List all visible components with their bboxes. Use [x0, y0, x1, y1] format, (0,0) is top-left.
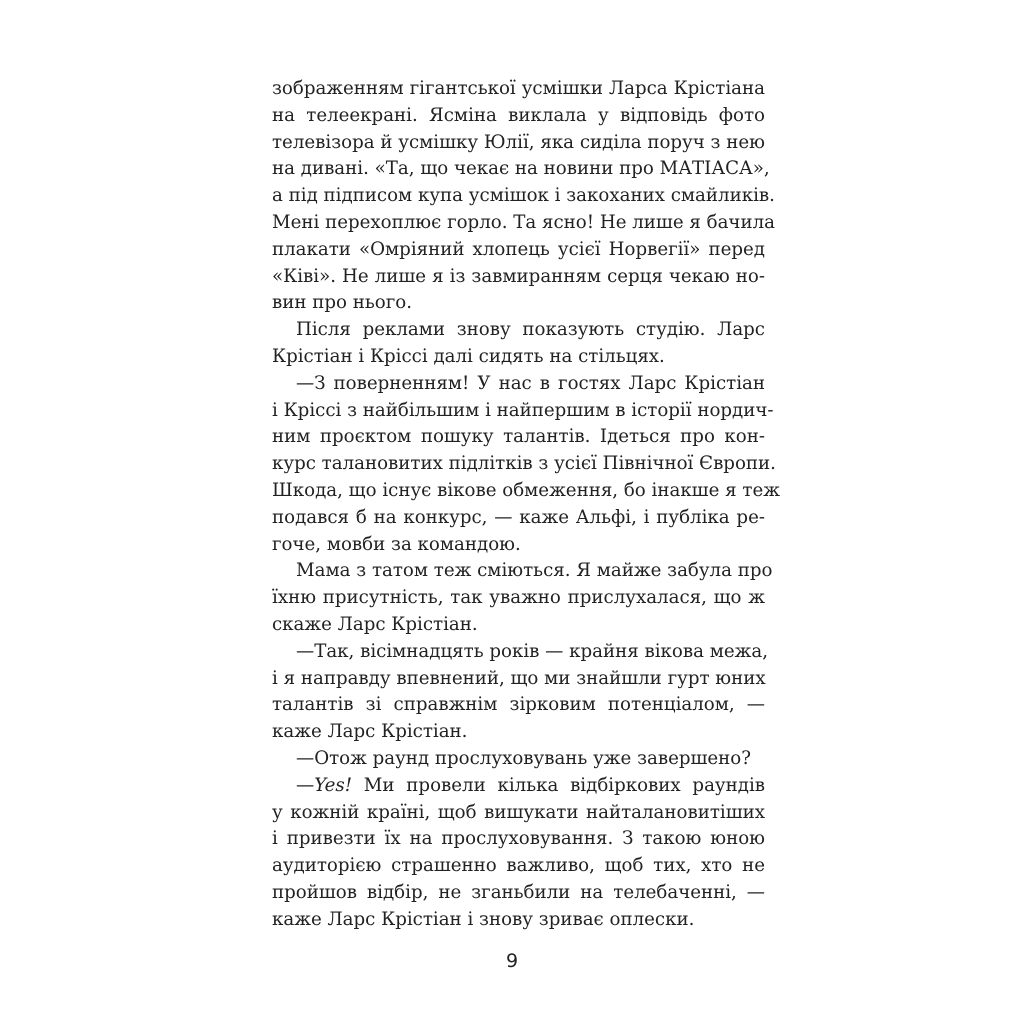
page-number: 9	[505, 950, 519, 972]
line-rest: Ми провели кілька відбіркових раундів	[352, 774, 765, 796]
text-line: талантів зі справжнім зірковим потенціалом, —	[272, 694, 765, 716]
text-line: ним проєктом пошуку талантів. Ідеться про кон-	[272, 426, 765, 448]
text-line: Шкода, що існує вікове обмеження, бо інакше я теж	[272, 479, 780, 501]
paragraph-first-line: Мама з татом теж сміються. Я майже забула про	[296, 560, 773, 582]
text-line: і я направду впевнений, що ми знайшли гурт юних	[272, 667, 766, 689]
text-line: на телеекрані. Ясміна виклала у відповідь фото	[272, 104, 765, 126]
text-line: на дивані. «Та, що чекає на новини про МАТІАСА»,	[272, 158, 770, 180]
text-line: пройшов відбір, не зганьбили на телебаченні, —	[272, 881, 765, 903]
text-line: і Кріссі з найбільшим і найпершим в історії нордич-	[272, 399, 774, 421]
text-line: а під підписом купа усмішок і закоханих смайликів.	[272, 185, 775, 207]
text-line: зображенням гігантської усмішки Ларса Крістіана	[272, 78, 765, 99]
dialogue-line: —Отож раунд прослуховувань уже завершено?	[296, 747, 751, 769]
text-line: гоче, мовби за командою.	[272, 533, 521, 555]
text-line: вин про нього.	[272, 292, 412, 314]
text-line: курс талановитих підлітків з усієї Північної Європи.	[272, 453, 776, 475]
dialogue-line: —Так, вісімнадцять років — крайня вікова межа,	[296, 640, 768, 662]
text-line: аудиторією страшенно важливо, щоб тих, хто не	[272, 855, 765, 877]
dialogue-line	[272, 773, 765, 800]
text-line: Мені перехоплює горло. Та ясно! Не лише я бачила	[272, 211, 775, 233]
text-line: скаже Ларс Крістіан.	[272, 613, 478, 635]
text-line: «Ківі». Не лише я із завмиранням серця чекаю но-	[272, 265, 765, 287]
text-line: телевізора й усмішку Юлії, яка сиділа поруч з нею	[272, 131, 765, 153]
dialogue-line: —З поверненням! У нас в гостях Ларс Крістіан	[296, 372, 765, 394]
text-line: каже Ларс Крістіан і знову зриває оплески.	[272, 908, 695, 930]
text-line: подався б на конкурс, — каже Альфі, і публіка ре-	[272, 506, 765, 528]
text-line: їхню присутність, так уважно прислухалася, що ж	[272, 587, 765, 609]
paragraph-first-line: Після реклами знову показують студію. Ларс	[296, 319, 765, 341]
text-line: плакати «Омріяний хлопець усієї Норвегії» перед	[272, 238, 765, 260]
dash: —	[296, 774, 315, 796]
text-line: каже Ларс Крістіан.	[272, 721, 468, 743]
text-line: Крістіан і Кріссі далі сидять на стільцях.	[272, 345, 665, 367]
text-line: у кожній країні, щоб вишукати найталановитіших	[272, 801, 765, 823]
text-line: і привезти їх на прослуховування. З такою юною	[272, 828, 765, 850]
italic-word: Yes!	[314, 774, 353, 796]
body-text	[272, 76, 780, 934]
